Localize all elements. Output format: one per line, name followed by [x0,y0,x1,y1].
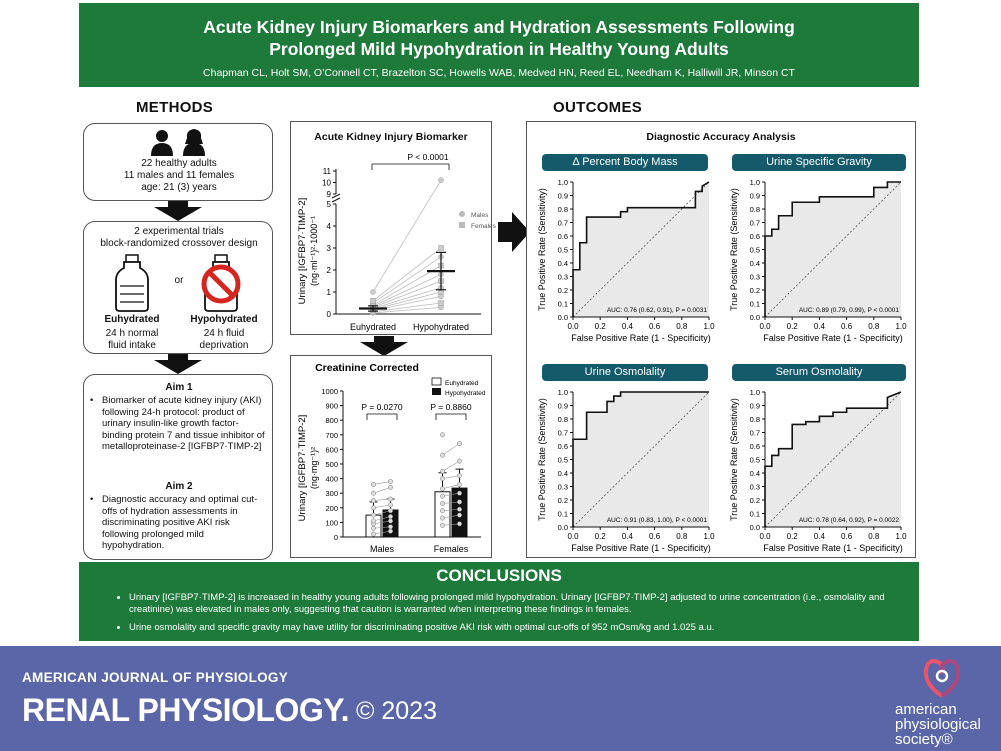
roc2-chart [719,172,913,350]
cre-point-hypohydrated [388,519,392,523]
creatinine-chart [291,356,491,557]
title-line-2: Prolonged Mild Hypohydration in Healthy Young Adults [269,39,729,59]
roc-xtick-label: 0.8 [676,532,688,541]
cre-ytick-label: 700 [325,430,338,440]
roc-xtick-label: 0.8 [868,532,880,541]
cre-point-hypohydrated [457,482,461,486]
roc-ytick-label: 0.2 [557,286,568,295]
cre-point-euhydrated [440,501,444,505]
roc-xtick-label: 0.4 [813,322,825,331]
roc-ylabel: True Positive Rate (Sensitivity) [537,188,547,311]
legend-euhydrated: Euhydrated [445,380,479,387]
roc-xtick-label: 0.2 [786,322,798,331]
xtick-hypohydrated: Hypohydrated [412,322,470,332]
diagnostic-accuracy-title: Diagnostic Accuracy Analysis [646,131,796,143]
roc-xtick-label: 0.0 [567,532,579,541]
cre-point-euhydrated [371,506,375,510]
conclusion-bullet-2: • Urine osmolality and specific gravity may have utility for discriminating positive AKI risk with optimal cut-offs of 952 mOsm/kg and 1.025 a.u. [129,622,899,634]
society-name-1: american [895,701,957,718]
euhydrated-desc: 24 h normal [105,328,159,339]
hypohydrated-label: Hypohydrated [190,314,258,325]
participants-box [83,123,273,201]
roc-ytick-label: 0.9 [749,401,760,411]
cre-point-hypohydrated [388,485,392,489]
roc-ytick-label: 0.3 [749,272,760,282]
roc-ytick-label: 0.3 [557,272,568,282]
roc-ytick-label: 0.5 [749,455,760,465]
cre-ytick-label: 400 [325,474,338,484]
cre-pair-line [443,461,460,471]
roc-xtick-label: 0.6 [841,532,853,541]
roc-ytick-label: 1.0 [557,388,568,397]
roc-xtick-label: 0.4 [621,532,633,541]
cre-point-hypohydrated [457,500,461,504]
cre-ytick-label: 500 [325,460,338,469]
cre-point-euhydrated [440,476,444,480]
roc-auc-label: AUC: 0.91 (0.83, 1.00), P < 0.0001 [606,517,707,524]
legend-females-marker [459,222,465,228]
roc-xtick-label: 0.6 [649,532,661,541]
cre-pair-line [374,505,391,508]
cre-point-euhydrated [371,498,375,502]
society-logo-icon [918,656,966,700]
bio-ytick-label: 1 [326,288,331,297]
bio-pair-line [373,292,441,310]
roc-ytick-label: 0.9 [749,191,760,201]
trials-design: block-randomized crossover design [100,238,258,249]
roc3-chart [527,382,719,560]
aim2-text: Diagnostic accuracy and optimal cut-offs of hydration assessments in discriminating positive AKI risk following prolonged mild hypohydration. [102,494,258,551]
hypohydrated-desc: 24 h fluid [203,328,245,339]
creatinine-ylabel-units: (ng·mg⁻¹)² [309,446,319,490]
roc-ytick-label: 0.7 [749,218,760,228]
cre-point-hypohydrated [388,514,392,518]
cre-ytick-label: 200 [325,503,338,513]
roc-xtick-label: 1.0 [895,532,907,541]
roc-ytick-label: 0.2 [557,496,568,505]
cre-point-euhydrated [371,482,375,486]
xtick-females: Females [433,544,469,554]
bio-pair-line [373,248,441,301]
roc-xtick-label: 1.0 [703,322,715,331]
roc-ytick-label: 0.1 [557,299,568,309]
roc-xtick-label: 0.6 [649,322,661,331]
cre-point-hypohydrated [457,441,461,445]
cre-ytick-label: 800 [325,416,338,426]
cre-point-hypohydrated [388,529,392,533]
cre-point-euhydrated [371,491,375,495]
bio-point-euhydrated [371,298,376,303]
biomarker-ylabel: Urinary [IGFBP7·TIMP-2] [297,197,308,305]
roc-ytick-label: 0.0 [749,523,760,532]
roc4-chart [719,382,913,560]
or-label: or [174,275,184,286]
cre-point-euhydrated [440,516,444,520]
society-name-2: physiological [895,716,981,733]
legend-females: Females [471,223,496,230]
roc-ytick-label: 0.6 [749,232,760,241]
bio-pair-line [373,257,441,303]
roc-ytick-label: 0.8 [749,205,760,214]
roc-ylabel: True Positive Rate (Sensitivity) [537,398,547,521]
roc-ytick-label: 0.8 [557,415,568,424]
header-banner [79,3,919,87]
roc-ytick-label: 0.6 [557,442,568,451]
biomarker-p-value: P < 0.0001 [407,152,449,162]
roc-ytick-label: 0.7 [749,428,760,438]
roc-ytick-label: 0.0 [749,313,760,322]
trials-count: 2 experimental trials [134,226,224,237]
aim1-bullet: • [90,395,94,406]
roc-ytick-label: 0.5 [557,455,568,465]
legend-males: Males [471,212,489,219]
roc-ytick-label: 0.6 [557,232,568,241]
roc-xtick-label: 0.4 [621,322,633,331]
roc-ytick-label: 0.2 [749,496,760,505]
cre-ytick-label: 1000 [321,387,338,396]
roc-ytick-label: 0.1 [749,299,760,309]
roc-ytick-label: 0.4 [749,469,760,478]
xtick-males: Males [369,544,395,554]
cre-point-euhydrated [371,519,375,523]
cre-point-euhydrated [440,487,444,491]
methods-title: METHODS [136,99,214,116]
cre-point-euhydrated [371,526,375,530]
roc-xlabel: False Positive Rate (1 - Specificity) [571,333,711,343]
bio-ytick-label: 5 [326,200,331,209]
roc-ylabel: True Positive Rate (Sensitivity) [729,188,739,311]
roc-ytick-label: 0.5 [557,245,568,255]
aim2-bullet: • [90,494,94,505]
bio-ytick-label: 4 [326,222,331,231]
cre-point-hypohydrated [457,507,461,511]
p-value-females: P = 0.8860 [430,402,472,412]
bio-ytick-label: 9 [326,190,331,199]
roc-ytick-label: 0.5 [749,245,760,255]
roc-xtick-label: 0.0 [567,322,579,331]
cre-ytick-label: 100 [325,518,338,528]
cre-point-euhydrated [440,509,444,513]
hypohydrated-desc-2: deprivation [199,340,249,351]
biomarker-chart [291,122,496,334]
bio-ytick-label: 0 [326,310,331,319]
water-bottle-icon [112,254,152,312]
cre-point-hypohydrated [388,509,392,513]
roc2-title: Urine Specific Gravity [732,154,906,171]
creatinine-chart-title: Creatinine Corrected [315,362,419,374]
roc-xlabel: False Positive Rate (1 - Specificity) [763,543,903,553]
roc-ytick-label: 0.9 [557,401,568,411]
trials-box [83,221,273,354]
cre-point-hypohydrated [388,525,392,529]
bio-point-hypohydrated [439,301,444,306]
roc-ylabel: True Positive Rate (Sensitivity) [729,398,739,521]
roc-xlabel: False Positive Rate (1 - Specificity) [763,333,903,343]
roc-xtick-label: 0.0 [759,322,771,331]
poster-title [79,16,919,60]
roc-xtick-label: 0.0 [759,532,771,541]
roc-ytick-label: 0.4 [749,259,760,268]
roc-auc-label: AUC: 0.89 (0.79, 0.99), P < 0.0001 [798,307,899,314]
outcomes-panel [526,121,916,558]
cre-pair-line [374,499,391,500]
copyright: © 2023 [356,697,437,725]
bio-ytick-label: 3 [326,244,331,253]
roc-ytick-label: 0.7 [557,218,568,228]
no-water-icon [197,254,245,314]
bio-ytick-label: 10 [322,178,331,188]
author-list: Chapman CL, Holt SM, O’Connell CT, Brazelton SC, Howells WAB, Medved HN, Reed EL, Needham K, Halliwill JR, Minson CT [203,67,795,79]
roc-auc-label: AUC: 0.76 (0.62, 0.91), P = 0.0031 [606,307,707,314]
cre-point-euhydrated [371,513,375,517]
roc-ytick-label: 0.8 [557,205,568,214]
cre-point-hypohydrated [388,503,392,507]
legend-males-marker [459,211,465,217]
aims-box [83,374,273,560]
cre-point-hypohydrated [457,513,461,517]
roc-ytick-label: 0.2 [749,286,760,295]
aim2-title: Aim 2 [165,481,193,492]
roc-ytick-label: 0.3 [557,482,568,492]
bio-pair-line [373,180,441,292]
biomarker-chart-panel [290,121,496,335]
cre-point-hypohydrated [388,479,392,483]
xtick-euhydrated: Euhydrated [349,322,397,332]
roc-ytick-label: 1.0 [749,388,760,397]
participants-count: 22 healthy adults [141,158,217,169]
roc-ytick-label: 0.4 [557,469,568,478]
cre-point-euhydrated [440,453,444,457]
creatinine-chart-panel [290,355,492,558]
cre-ytick-label: 900 [325,401,338,411]
roc-xlabel: False Positive Rate (1 - Specificity) [571,543,711,553]
roc-ytick-label: 1.0 [557,178,568,187]
aim1-title: Aim 1 [165,382,193,393]
euhydrated-label: Euhydrated [104,314,160,325]
roc-ytick-label: 0.1 [749,509,760,519]
creatinine-ylabel: Urinary [IGFBP7·TIMP-2] [297,414,308,522]
bio-point-euhydrated [371,290,376,295]
roc-ytick-label: 1.0 [749,178,760,187]
roc-ytick-label: 0.4 [557,259,568,268]
roc-ytick-label: 0.3 [749,482,760,492]
legend-eu-marker [432,378,441,385]
cre-pair-line [443,476,460,479]
conclusions-banner [79,562,919,641]
cre-ytick-label: 300 [325,489,338,499]
legend-hypo-marker [432,388,441,395]
bio-point-hypohydrated [439,246,444,251]
roc-xtick-label: 0.6 [841,322,853,331]
roc-xtick-label: 0.2 [786,532,798,541]
cre-point-euhydrated [440,523,444,527]
outcomes-title: OUTCOMES [553,99,643,116]
bio-point-hypohydrated [439,178,444,183]
roc-ytick-label: 0.8 [749,415,760,424]
roc-xtick-label: 1.0 [895,322,907,331]
roc-ytick-label: 0.0 [557,313,568,322]
roc4-title: Serum Osmolality [732,364,906,381]
cre-point-hypohydrated [388,497,392,501]
cre-point-euhydrated [440,494,444,498]
title-line-1: Acute Kidney Injury Biomarkers and Hydration Assessments Following [203,17,795,37]
males-p-bracket [367,414,397,420]
biomarker-chart-title: Acute Kidney Injury Biomarker [314,131,468,143]
roc-xtick-label: 0.2 [594,532,606,541]
journal-name-line2: RENAL PHYSIOLOGY. [22,692,349,728]
females-p-bracket [436,414,466,420]
arrow-down-icon [150,201,206,221]
bio-axis-break [332,194,340,202]
bio-ytick-label: 2 [326,266,331,275]
roc-ytick-label: 0.0 [557,523,568,532]
roc1-title: Δ Percent Body Mass [542,154,708,171]
cre-point-hypohydrated [457,522,461,526]
society-name-3: society® [895,731,953,748]
roc-xtick-label: 0.8 [676,322,688,331]
cre-ytick-label: 600 [325,445,338,455]
cre-point-hypohydrated [457,473,461,477]
cre-point-hypohydrated [457,491,461,495]
biomarker-ylabel-units: (ng·ml⁻¹)²·1000⁻¹ [309,215,319,287]
cre-pair-line [443,444,460,456]
arrow-down-icon-2 [150,354,206,374]
participants-age: age: 21 (3) years [141,182,217,193]
roc-xtick-label: 0.2 [594,322,606,331]
cre-ytick-label: 0 [333,533,338,542]
roc-xtick-label: 1.0 [703,532,715,541]
cre-point-euhydrated [371,532,375,536]
roc-ytick-label: 0.9 [557,191,568,201]
journal-name-line1: AMERICAN JOURNAL OF PHYSIOLOGY [22,670,289,685]
roc-ytick-label: 0.6 [749,442,760,451]
roc-xtick-label: 0.4 [813,532,825,541]
bio-ytick-label: 11 [322,167,331,176]
conclusion-bullet-1: • Urinary [IGFBP7·TIMP-2] is increased in healthy young adults following prolonged mild hypohydration. Urinary [IGFBP7·TIMP-2] adjusted to urine concentration (i.e., osmolality and creatinine) was elevated in males only, suggesting that caution is warranted when interpreting these findings in females. [129,592,899,616]
roc-xtick-label: 0.8 [868,322,880,331]
participants-icon [147,128,211,156]
footer-banner [0,646,1001,751]
roc-ytick-label: 0.7 [557,428,568,438]
cre-point-hypohydrated [457,459,461,463]
euhydrated-desc-2: fluid intake [108,340,156,351]
p-value-males: P = 0.0270 [361,402,403,412]
cre-point-euhydrated [440,469,444,473]
cre-point-euhydrated [440,433,444,437]
roc-ytick-label: 0.1 [557,509,568,519]
cre-pair-line [374,482,391,485]
legend-hypohydrated: Hypohydrated [445,390,486,397]
conclusions-title: CONCLUSIONS [436,566,562,585]
roc1-chart [527,172,719,350]
cre-pair-line [374,487,391,493]
roc-auc-label: AUC: 0.78 (0.64, 0.92), P = 0.0022 [798,517,899,524]
roc3-title: Urine Osmolality [542,364,708,381]
aim1-text: Biomarker of acute kidney injury (AKI) following 24-h protocol: product of urinary insulin-like growth factor-binding protein 7 and tissue inhibitor of metalloproteinase-2 [IGFBP7·TIMP-2] [102,395,265,452]
participants-sex: 11 males and 11 females [123,170,235,181]
arrow-down-icon-3 [356,336,412,356]
